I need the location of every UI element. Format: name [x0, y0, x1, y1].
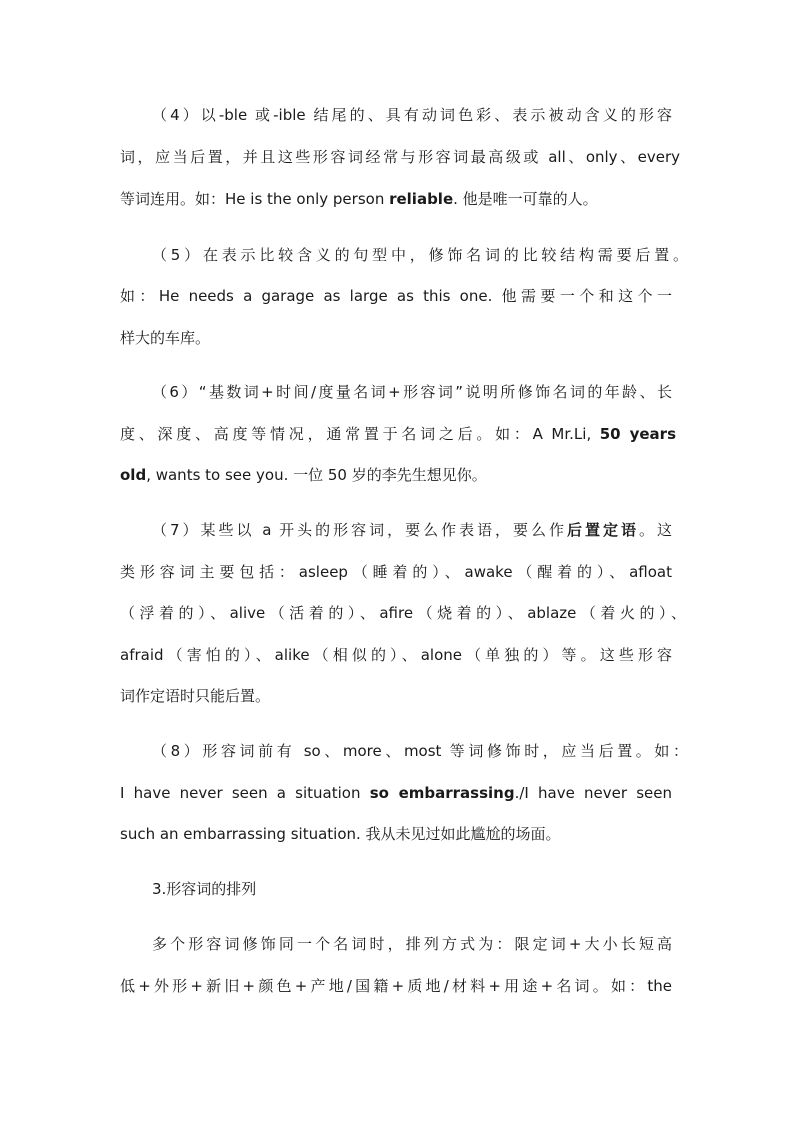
- p6-line-3: [120, 465, 680, 485]
- s3-line-1: 多个形容词修饰同一个名词时，排列方式为：限定词+大小长短高: [152, 935, 672, 953]
- p4-line-3-text: 等词连用。如：He is the only person: [120, 190, 390, 208]
- p5-line-2: 如：He needs a garage as large as this one. 他需要一个和这个一: [120, 287, 672, 305]
- p6-line-2: [120, 424, 676, 444]
- p7-postpositive-bold: 后置定语: [567, 521, 639, 539]
- p4-reliable-bold: reliable: [389, 190, 454, 208]
- p6-line-3-text: , wants to see you. 一位 50 岁的李先生想见你。: [146, 466, 487, 484]
- p4-line-3-tail: . 他是唯一可靠的人。: [453, 190, 598, 208]
- p8-line-3: such an embarrassing situation. 我从未见过如此尴尬的场面。: [120, 825, 561, 843]
- p7-line-2: 类形容词主要包括：asleep（睡着的）、awake（醒着的）、afloat: [120, 563, 672, 581]
- p8-line-2: [120, 783, 672, 803]
- section-3-heading: 3.形容词的排列: [152, 880, 257, 898]
- p6-old-bold: old: [120, 466, 147, 484]
- p6-line-2-text: 度、深度、高度等情况，通常置于名词之后。如：A Mr.Li,: [120, 425, 600, 443]
- p8-line-2-tail: ./I have never seen: [514, 784, 673, 802]
- p7-line-1-text: （7）某些以 a 开头的形容词，要么作表语，要么作: [152, 521, 568, 539]
- p8-line-1: （8）形容词前有 so、more、most 等词修饰时，应当后置。如：: [152, 742, 688, 760]
- p7-line-3: （浮着的）、alive（活着的）、afire（烧着的）、ablaze（着火的）、: [120, 604, 686, 622]
- p5-line-3: 样大的车库。: [120, 329, 211, 347]
- p7-line-4: afraid（害怕的）、alike（相似的）、alone（单独的）等。这些形容: [120, 646, 672, 664]
- p4-line-3: [120, 189, 680, 209]
- p4-line-1: （4）以-ble 或-ible 结尾的、具有动词色彩、表示被动含义的形容: [152, 106, 672, 124]
- p7-line-1: [152, 520, 672, 540]
- p8-so-embarrassing-bold: so embarrassing: [369, 784, 515, 802]
- p5-line-1: （5）在表示比较含义的句型中，修饰名词的比较结构需要后置。: [152, 246, 688, 264]
- p8-line-2-text: I have never seen a situation: [120, 784, 370, 802]
- p7-line-1-tail: 。这: [638, 521, 672, 539]
- p6-50-years-bold: 50 years: [599, 425, 677, 443]
- p7-line-5: 词作定语时只能后置。: [120, 687, 271, 705]
- s3-line-2: 低+外形+新旧+颜色+产地/国籍+质地/材料+用途+名词。如：the: [120, 977, 672, 995]
- p4-line-2: 词，应当后置，并且这些形容词经常与形容词最高级或 all、only、every: [120, 148, 680, 166]
- p6-line-1: （6）“基数词+时间/度量名词+形容词”说明所修饰名词的年龄、长: [152, 383, 672, 401]
